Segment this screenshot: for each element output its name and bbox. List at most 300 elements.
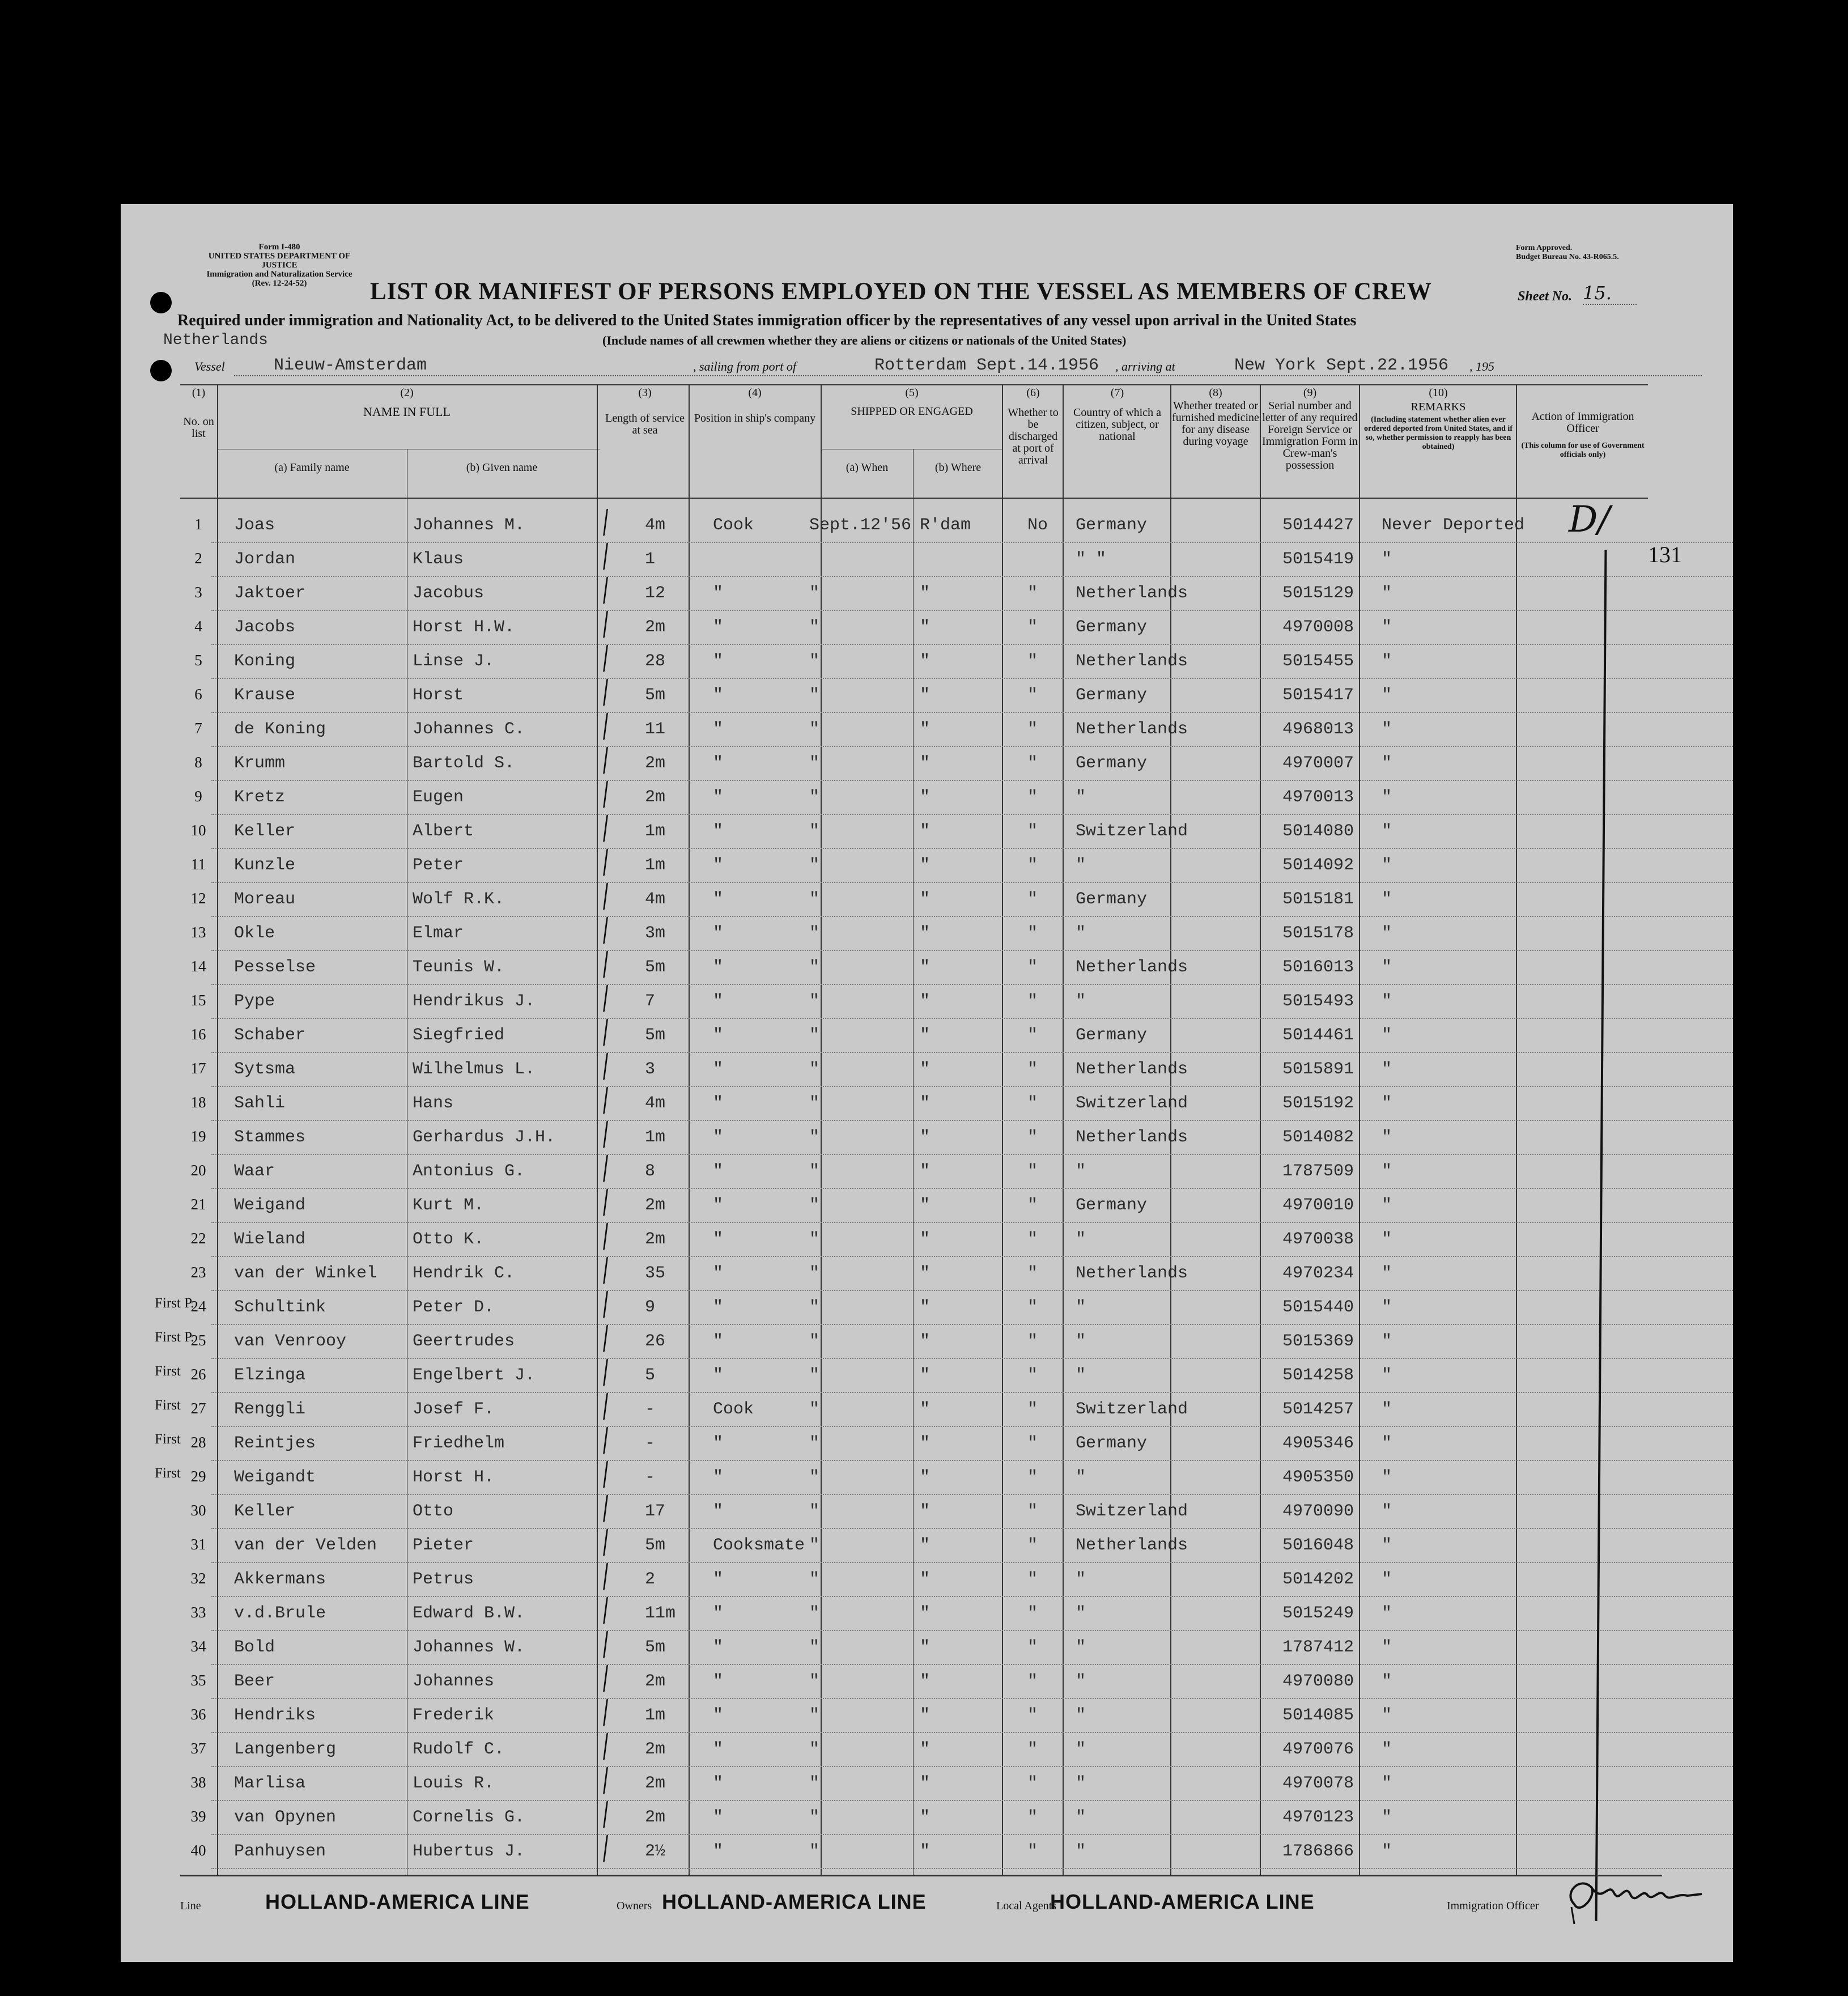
row-position: " [713, 1230, 724, 1249]
arriving-label: , arriving at [1115, 359, 1175, 373]
sailing-label: , sailing from port of [693, 359, 796, 373]
row-position: Cook [713, 1400, 754, 1419]
row-shipped-where: " [920, 1672, 931, 1691]
table-row [121, 1326, 1733, 1359]
row-serial: 5015419 [1282, 550, 1354, 569]
table-row [121, 1802, 1733, 1835]
row-remarks: " [1382, 1060, 1392, 1079]
col3-label: Length of service at sea [605, 412, 685, 436]
row-shipped-when: " [809, 1366, 820, 1385]
row-country: Germany [1076, 516, 1148, 535]
table-row [121, 1394, 1733, 1427]
row-family-name: Beer [234, 1672, 275, 1691]
row-remarks: " [1382, 618, 1392, 637]
row-family-name: Bold [234, 1638, 275, 1657]
row-shipped-where: " [920, 1094, 931, 1113]
row-service-length: 4m [645, 516, 666, 535]
row-serial: 4970078 [1282, 1774, 1354, 1793]
col7-header [1064, 387, 1170, 443]
row-remarks: " [1382, 890, 1392, 909]
row-family-name: Kunzle [234, 856, 296, 875]
row-dotted-rule [211, 712, 1733, 713]
row-number: 15 [190, 992, 206, 1009]
row-discharge: No [1027, 516, 1048, 535]
row-family-name: Renggli [234, 1400, 306, 1419]
check-mark-icon: ╱ [596, 1394, 616, 1420]
row-serial: 4970234 [1282, 1264, 1354, 1283]
row-serial: 5015181 [1282, 890, 1354, 909]
row-number: 28 [190, 1434, 206, 1451]
row-family-name: Jacobs [234, 618, 296, 637]
row-serial: 5014258 [1282, 1366, 1354, 1385]
row-position: " [713, 1740, 724, 1759]
row-position: " [713, 1638, 724, 1657]
subtitle: Required under immigration and Nationality Act, to be delivered to the United States immigration officer by the representatives of any vessel upon arrival in the United States [177, 312, 1357, 329]
row-country: Netherlands [1076, 584, 1188, 603]
row-serial: 4905346 [1282, 1434, 1354, 1453]
row-position: " [713, 1774, 724, 1793]
row-family-name: van der Velden [234, 1536, 377, 1555]
row-service-length: 5 [645, 1366, 656, 1385]
row-number: 19 [190, 1128, 206, 1145]
row-dotted-rule [211, 984, 1733, 985]
row-discharge: " [1027, 1400, 1038, 1419]
row-discharge: " [1027, 584, 1038, 603]
row-discharge: " [1027, 992, 1038, 1011]
row-remarks: " [1382, 1774, 1392, 1793]
row-country: Switzerland [1076, 1400, 1188, 1419]
row-serial: 4970013 [1282, 788, 1354, 807]
row-discharge: " [1027, 856, 1038, 875]
col2-label: NAME IN FULL [363, 405, 451, 419]
check-mark-icon: ╱ [596, 1462, 616, 1488]
row-service-length: 1m [645, 822, 666, 841]
check-mark-icon: ╱ [596, 1360, 616, 1386]
row-shipped-when: " [809, 1298, 820, 1317]
table-row [121, 986, 1733, 1019]
row-given-name: Rudolf C. [413, 1740, 505, 1759]
row-serial: 5015249 [1282, 1604, 1354, 1623]
row-number: 23 [190, 1264, 206, 1281]
check-mark-icon: ╱ [596, 1258, 616, 1284]
punch-hole-top [150, 292, 172, 313]
row-serial: 5015192 [1282, 1094, 1354, 1113]
row-dotted-rule [211, 1290, 1733, 1291]
row-country: Switzerland [1076, 822, 1188, 841]
row-service-length: 8 [645, 1162, 656, 1181]
col11-label: Action of Immigration Officer [1531, 410, 1634, 435]
row-number: 24 [190, 1298, 206, 1315]
row-family-name: van Venrooy [234, 1332, 347, 1351]
row-shipped-when: " [809, 1604, 820, 1623]
row-given-name: Peter [413, 856, 464, 875]
table-row [121, 612, 1733, 645]
row-position: Cook [713, 516, 754, 535]
row-position: " [713, 1570, 724, 1589]
row-shipped-where: " [920, 822, 931, 841]
row-dotted-rule [211, 1188, 1733, 1189]
col6-label: Whether to be discharged at port of arrival [1008, 406, 1059, 466]
row-service-length: 2m [645, 1808, 666, 1827]
table-row [121, 680, 1733, 713]
row-remarks: " [1382, 754, 1392, 773]
row-given-name: Edward B.W. [413, 1604, 525, 1623]
table-row [121, 1292, 1733, 1325]
row-shipped-when: " [809, 992, 820, 1011]
sheet-number: 15. [1583, 282, 1637, 305]
row-number: 37 [190, 1740, 206, 1757]
col8-number: (8) [1209, 387, 1222, 399]
table-row [121, 1020, 1733, 1053]
row-position: " [713, 1468, 724, 1487]
check-mark-icon: ╱ [596, 1054, 616, 1080]
row-given-name: Cornelis G. [413, 1808, 525, 1827]
check-mark-icon: ╱ [596, 714, 616, 740]
row-given-name: Siegfried [413, 1026, 505, 1045]
row-dotted-rule [211, 1460, 1733, 1461]
row-service-length: 1m [645, 856, 666, 875]
row-country: Germany [1076, 890, 1148, 909]
row-shipped-when: " [809, 1230, 820, 1249]
row-dotted-rule [211, 1596, 1733, 1597]
row-discharge: " [1027, 958, 1038, 977]
row-discharge: " [1027, 1196, 1038, 1215]
footer-line: HOLLAND-AMERICA LINE [265, 1890, 530, 1913]
col10-note: (Including statement whether alien ever ordered deported from United States, and if so, whether permission to reapply has been obtained) [1364, 415, 1513, 451]
row-shipped-where: " [920, 1162, 931, 1181]
row-dotted-rule [211, 1358, 1733, 1359]
row-shipped-when: " [809, 788, 820, 807]
row-service-length: 2m [645, 754, 666, 773]
col7-label: Country of which a citizen, subject, or national [1073, 406, 1161, 443]
row-serial: 5014427 [1282, 516, 1354, 535]
row-dotted-rule [211, 950, 1733, 951]
row-remarks: " [1382, 822, 1392, 841]
row-serial: 5014257 [1282, 1400, 1354, 1419]
table-row [121, 1428, 1733, 1461]
row-discharge: " [1027, 1740, 1038, 1759]
row-family-name: Weigandt [234, 1468, 316, 1487]
row-prefix: First [155, 1364, 181, 1379]
table-row [121, 1088, 1733, 1121]
row-number: 3 [194, 584, 202, 601]
row-country: Netherlands [1076, 958, 1188, 977]
table-row [121, 1054, 1733, 1087]
row-shipped-where: " [920, 1230, 931, 1249]
row-discharge: " [1027, 1434, 1038, 1453]
row-shipped-where: " [920, 1468, 931, 1487]
row-shipped-when: " [809, 1264, 820, 1283]
row-discharge: " [1027, 1264, 1038, 1283]
row-discharge: " [1027, 1842, 1038, 1861]
row-given-name: Peter D. [413, 1298, 495, 1317]
check-mark-icon: ╱ [596, 1292, 616, 1318]
row-discharge: " [1027, 822, 1038, 841]
row-shipped-where: " [920, 1740, 931, 1759]
row-number: 6 [194, 686, 202, 703]
row-given-name: Gerhardus J.H. [413, 1128, 556, 1147]
arriving-port: New York Sept.22.1956 [1234, 356, 1449, 375]
row-country: " [1076, 1162, 1086, 1181]
row-service-length: 5m [645, 1638, 666, 1657]
check-mark-icon: ╱ [596, 1632, 616, 1658]
crew-rows [121, 510, 1733, 1876]
row-given-name: Johannes C. [413, 720, 525, 739]
row-serial: 5015455 [1282, 652, 1354, 671]
row-dotted-rule [211, 1222, 1733, 1223]
row-shipped-when: " [809, 1026, 820, 1045]
row-given-name: Friedhelm [413, 1434, 505, 1453]
row-given-name: Jacobus [413, 584, 485, 603]
row-shipped-where: " [920, 1604, 931, 1623]
row-country: " [1076, 1332, 1086, 1351]
row-shipped-when: " [809, 1060, 820, 1079]
row-dotted-rule [211, 1630, 1733, 1631]
row-dotted-rule [211, 1732, 1733, 1733]
row-family-name: Krause [234, 686, 296, 705]
row-shipped-where: " [920, 1400, 931, 1419]
row-shipped-when: " [809, 1774, 820, 1793]
row-discharge: " [1027, 686, 1038, 705]
row-country: Netherlands [1076, 652, 1188, 671]
row-number: 11 [191, 856, 206, 873]
footer-agents-label: Local Agents [996, 1900, 1057, 1912]
page-number: 131 [1648, 542, 1682, 567]
vessel-name: Nieuw-Amsterdam [274, 356, 427, 375]
row-discharge: " [1027, 924, 1038, 943]
row-discharge: " [1027, 788, 1038, 807]
row-country: Switzerland [1076, 1502, 1188, 1521]
row-number: 21 [190, 1196, 206, 1213]
row-serial: 5015891 [1282, 1060, 1354, 1079]
row-remarks: " [1382, 924, 1392, 943]
row-serial: 5015417 [1282, 686, 1354, 705]
row-dotted-rule [211, 1154, 1733, 1155]
col1-label: No. on list [183, 415, 214, 440]
col4-label: Position in ship's company [694, 412, 816, 424]
row-position: " [713, 584, 724, 603]
row-dotted-rule [211, 780, 1733, 781]
row-dotted-rule [211, 1392, 1733, 1393]
row-position: " [713, 856, 724, 875]
row-family-name: Akkermans [234, 1570, 326, 1589]
row-given-name: Johannes W. [413, 1638, 525, 1657]
row-service-length: 2m [645, 1740, 666, 1759]
row-given-name: Horst H.W. [413, 618, 515, 637]
row-service-length: 2½ [645, 1842, 666, 1861]
row-country: " [1076, 1842, 1086, 1861]
table-row [121, 1734, 1733, 1767]
row-position: " [713, 1434, 724, 1453]
row-number: 34 [190, 1638, 206, 1655]
row-given-name: Antonius G. [413, 1162, 525, 1181]
row-shipped-where: " [920, 1570, 931, 1589]
row-given-name: Linse J. [413, 652, 495, 671]
table-row [121, 1530, 1733, 1563]
row-service-length: 2m [645, 618, 666, 637]
check-mark-icon: ╱ [596, 1598, 616, 1624]
row-given-name: Hendrik C. [413, 1264, 515, 1283]
row-discharge: " [1027, 1366, 1038, 1385]
row-position: " [713, 1366, 724, 1385]
row-dotted-rule [211, 1868, 1733, 1869]
row-service-length: 2 [645, 1570, 656, 1589]
row-position: " [713, 958, 724, 977]
row-shipped-where: " [920, 1264, 931, 1283]
col7-number: (7) [1110, 387, 1124, 399]
row-service-length: - [645, 1400, 656, 1419]
row-shipped-when: " [809, 618, 820, 637]
row-serial: 4970123 [1282, 1808, 1354, 1827]
row-dotted-rule [211, 814, 1733, 815]
row-position: " [713, 1706, 724, 1725]
row-family-name: Weigand [234, 1196, 306, 1215]
row-remarks: " [1382, 1366, 1392, 1385]
row-service-length: 1 [645, 550, 656, 569]
row-service-length: 4m [645, 890, 666, 909]
approval-line2: Budget Bureau No. 43-R065.5. [1516, 253, 1619, 261]
row-given-name: Teunis W. [413, 958, 505, 977]
row-given-name: Otto K. [413, 1230, 485, 1249]
row-country: Germany [1076, 618, 1148, 637]
row-remarks: " [1382, 1842, 1392, 1861]
row-position: " [713, 1808, 724, 1827]
check-mark-icon: ╱ [596, 986, 616, 1012]
row-number: 30 [190, 1502, 206, 1519]
check-mark-icon: ╱ [596, 1734, 616, 1760]
row-given-name: Petrus [413, 1570, 474, 1589]
vessel-label: Vessel [194, 359, 225, 373]
row-family-name: Sytsma [234, 1060, 296, 1079]
row-country: " [1076, 924, 1086, 943]
col3-header [602, 387, 687, 436]
check-mark-icon: ╱ [596, 1802, 616, 1828]
check-mark-icon: ╱ [596, 645, 616, 672]
row-dotted-rule [211, 1052, 1733, 1053]
row-remarks: " [1382, 1706, 1392, 1725]
row-shipped-where: " [920, 1128, 931, 1147]
row-shipped-where: " [920, 720, 931, 739]
row-given-name: Frederik [413, 1706, 495, 1725]
row-discharge: " [1027, 1230, 1038, 1249]
check-mark-icon: ╱ [596, 1836, 616, 1862]
row-family-name: Sahli [234, 1094, 286, 1113]
col2-number: (2) [400, 387, 414, 399]
table-row [121, 1224, 1733, 1257]
row-shipped-when: " [809, 1196, 820, 1215]
row-service-length: 2m [645, 788, 666, 807]
row-shipped-when: " [809, 822, 820, 841]
col5-label: SHIPPED OR ENGAGED [851, 405, 973, 418]
row-discharge: " [1027, 1060, 1038, 1079]
check-mark-icon: ╱ [596, 1224, 616, 1250]
row-service-length: 1m [645, 1128, 666, 1147]
row-serial: 5015440 [1282, 1298, 1354, 1317]
check-mark-icon: ╱ [596, 543, 616, 570]
row-shipped-when: " [809, 1740, 820, 1759]
row-country: " [1076, 1808, 1086, 1827]
row-shipped-where: " [920, 652, 931, 671]
row-shipped-where: " [920, 584, 931, 603]
row-remarks: " [1382, 1638, 1392, 1657]
row-country: " [1076, 1604, 1086, 1623]
row-country: " [1076, 1230, 1086, 1249]
footer [180, 1887, 1710, 1921]
col4-header [690, 387, 819, 424]
row-given-name: Eugen [413, 788, 464, 807]
row-position: " [713, 992, 724, 1011]
row-serial: 4970090 [1282, 1502, 1354, 1521]
row-service-length: 12 [645, 584, 666, 603]
row-given-name: Hendrikus J. [413, 992, 536, 1011]
form-id-block [194, 243, 364, 288]
col5-header [822, 387, 1002, 418]
row-service-length: 17 [645, 1502, 666, 1521]
row-country: " [1076, 1468, 1086, 1487]
row-family-name: Marlisa [234, 1774, 306, 1793]
row-family-name: Wieland [234, 1230, 306, 1249]
table-row [121, 1666, 1733, 1699]
col1-header [180, 387, 217, 440]
row-shipped-where: " [920, 754, 931, 773]
row-serial: 5015178 [1282, 924, 1354, 943]
row-country: " [1076, 1366, 1086, 1385]
row-remarks: " [1382, 1298, 1392, 1317]
row-remarks: " [1382, 1536, 1392, 1555]
row-shipped-when: " [809, 1808, 820, 1827]
row-number: 2 [194, 550, 202, 567]
vessel-line [194, 356, 1724, 379]
col6-header [1004, 387, 1063, 466]
check-mark-icon: ╱ [596, 748, 616, 774]
row-shipped-where: " [920, 1332, 931, 1351]
footer-owners-label: Owners [617, 1900, 652, 1912]
row-service-length: 2m [645, 1672, 666, 1691]
row-shipped-when: " [809, 1468, 820, 1487]
row-shipped-where: " [920, 788, 931, 807]
row-serial: 1787412 [1282, 1638, 1354, 1657]
row-service-length: - [645, 1468, 656, 1487]
row-position: " [713, 890, 724, 909]
check-mark-icon: ╱ [596, 1666, 616, 1692]
row-remarks: " [1382, 550, 1392, 569]
row-dotted-rule [211, 1562, 1733, 1563]
row-dotted-rule [211, 1834, 1733, 1835]
row-family-name: van der Winkel [234, 1264, 377, 1283]
check-mark-icon: ╱ [596, 1122, 616, 1148]
row-dotted-rule [211, 1018, 1733, 1019]
flag-country: Netherlands [163, 332, 268, 349]
table-row [121, 510, 1733, 543]
col10-number: (10) [1429, 387, 1448, 399]
table-row [121, 952, 1733, 985]
row-dotted-rule [211, 1494, 1733, 1495]
col2a-label: (a) Family name [274, 461, 350, 474]
row-service-length: 5m [645, 958, 666, 977]
row-given-name: Horst H. [413, 1468, 495, 1487]
table-row [121, 544, 1733, 577]
col9-number: (9) [1303, 387, 1317, 399]
row-remarks: " [1382, 1128, 1392, 1147]
row-remarks: " [1382, 1196, 1392, 1215]
check-mark-icon: ╱ [596, 1700, 616, 1726]
row-remarks: " [1382, 1468, 1392, 1487]
row-family-name: Okle [234, 924, 275, 943]
row-serial: 5014080 [1282, 822, 1354, 841]
row-given-name: Horst [413, 686, 464, 705]
row-dotted-rule [211, 644, 1733, 645]
check-mark-icon: ╱ [596, 884, 616, 910]
